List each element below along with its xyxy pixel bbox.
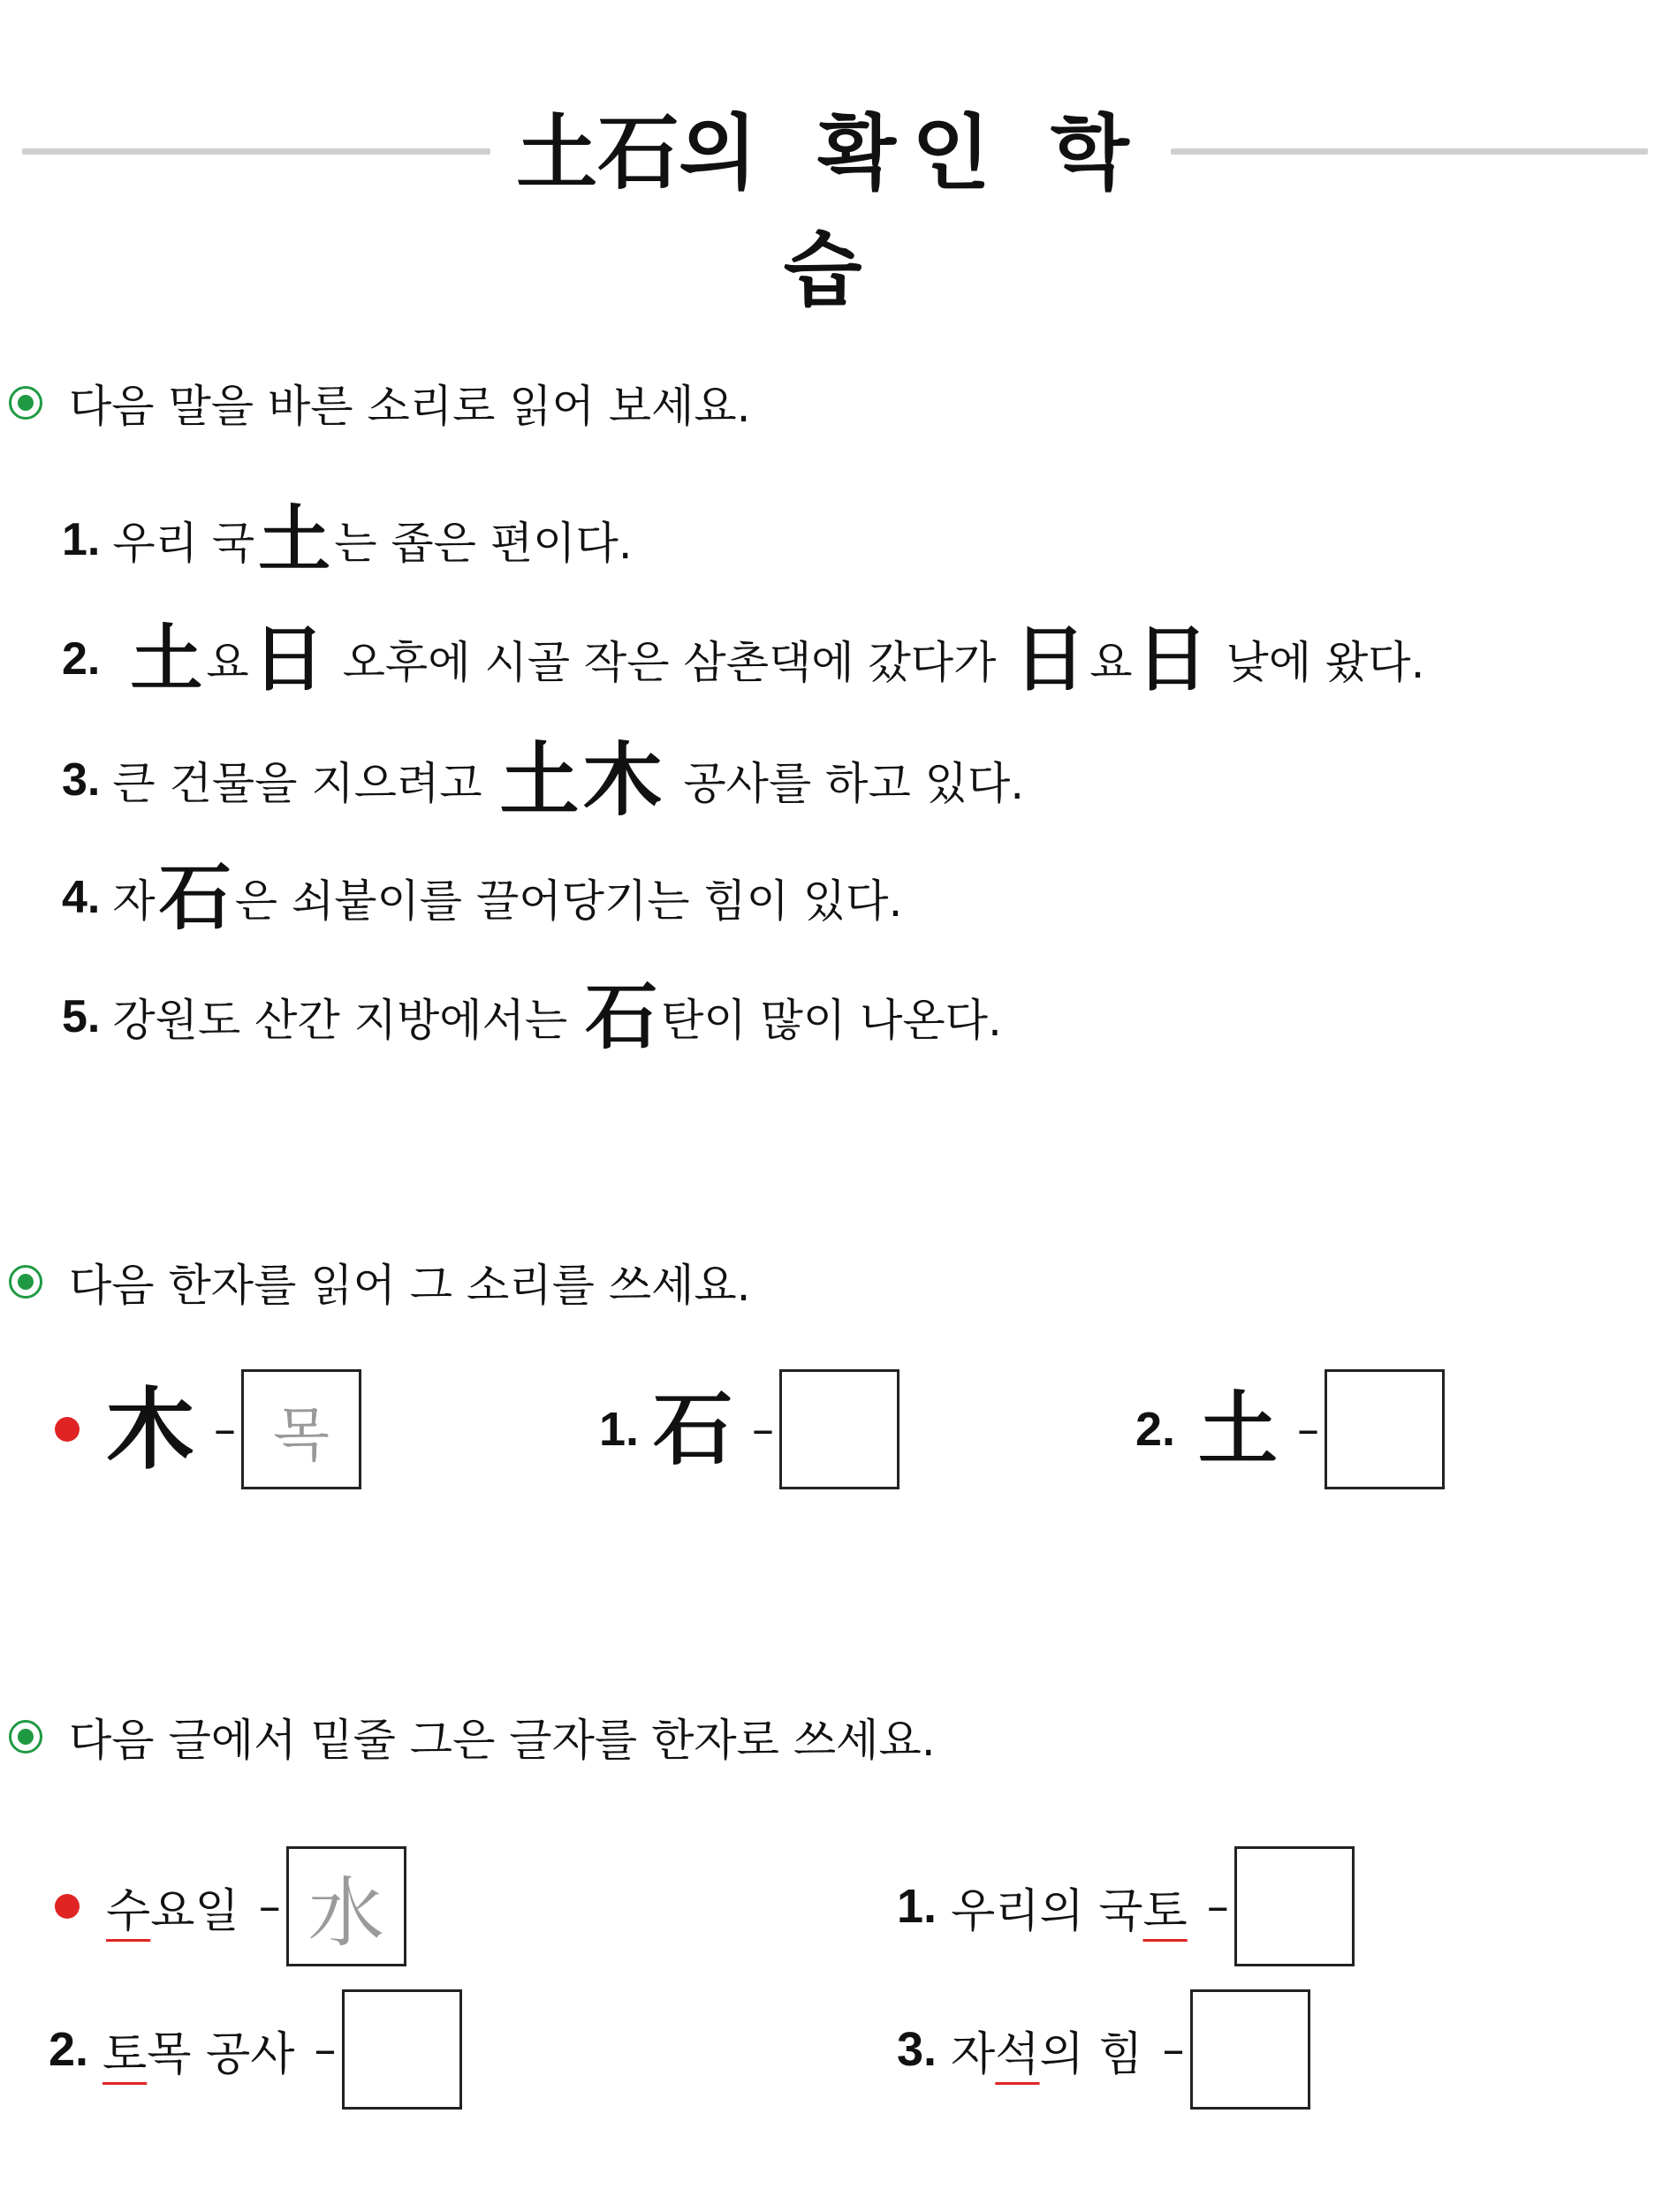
underlined-char: 수 bbox=[106, 1884, 151, 1938]
word-text: 목 공사 bbox=[147, 2027, 295, 2081]
item-hanja: 石 bbox=[653, 1382, 733, 1476]
target-bullet-icon bbox=[9, 386, 42, 420]
section1-instruction: 다음 말을 바른 소리로 읽어 보세요. bbox=[69, 381, 751, 432]
section3-heading bbox=[9, 1705, 936, 1769]
hanja-char: 土 bbox=[258, 497, 331, 582]
sentence-text: 낮에 왔다. bbox=[1211, 637, 1425, 688]
section3-example bbox=[55, 1846, 406, 1966]
section1-heading bbox=[9, 371, 751, 435]
section3-instruction: 다음 글에서 밑줄 그은 글자를 한자로 쓰세요. bbox=[69, 1715, 936, 1766]
underlined-char: 토 bbox=[1142, 1884, 1188, 1938]
dash: – bbox=[258, 1881, 281, 1932]
example-bullet-icon bbox=[55, 1894, 80, 1919]
sentence-text: 공사를 하고 있다. bbox=[669, 758, 1025, 809]
item-number: 3. bbox=[897, 2023, 937, 2076]
word-text: 요일 bbox=[150, 1884, 239, 1938]
dash: – bbox=[1206, 1881, 1229, 1932]
item-number: 2. bbox=[1135, 1403, 1176, 1456]
section2-heading bbox=[9, 1250, 751, 1314]
sentence-text: 은 쇠붙이를 끌어당기는 힘이 있다. bbox=[234, 875, 903, 927]
sentence-4 bbox=[62, 855, 903, 940]
title-hanja: 土石 bbox=[516, 105, 679, 201]
sentence-number: 3. bbox=[62, 754, 101, 806]
underlined-char: 석 bbox=[995, 2027, 1040, 2081]
sentence-2 bbox=[62, 617, 1425, 701]
sentence-5 bbox=[62, 974, 1002, 1059]
sentence-number: 4. bbox=[62, 872, 101, 923]
answer-box[interactable] bbox=[342, 1989, 462, 2110]
hanja-char: 日 bbox=[1135, 617, 1209, 701]
title-text: 의 확인 학습 bbox=[679, 105, 1145, 317]
sentence-text: 요 bbox=[206, 637, 249, 688]
example-hanja: 木 bbox=[106, 1377, 194, 1481]
title-rule-left bbox=[22, 148, 490, 155]
item-number: 1. bbox=[599, 1403, 640, 1456]
section2-item-2 bbox=[1135, 1369, 1445, 1489]
sentence-text: 는 좁은 편이다. bbox=[334, 518, 633, 569]
dash: – bbox=[1162, 2024, 1185, 2075]
underlined-char: 토 bbox=[102, 2027, 148, 2081]
item-number: 2. bbox=[49, 2023, 89, 2076]
answer-box[interactable] bbox=[1190, 1989, 1310, 2110]
section2-instruction: 다음 한자를 읽어 그 소리를 쓰세요. bbox=[69, 1260, 751, 1311]
word-text: 의 힘 bbox=[1039, 2027, 1143, 2081]
example-answer-box: 水 bbox=[286, 1846, 406, 1966]
answer-box[interactable] bbox=[779, 1369, 900, 1489]
section3-item-1 bbox=[897, 1846, 1355, 1966]
section3-item-2 bbox=[49, 1989, 462, 2110]
section2-example bbox=[55, 1369, 361, 1489]
answer-box[interactable] bbox=[1234, 1846, 1355, 1966]
example-answer-box: 목 bbox=[241, 1369, 361, 1489]
sentence-number: 5. bbox=[62, 991, 101, 1042]
item-hanja: 土 bbox=[1198, 1382, 1279, 1476]
title-rule-right bbox=[1171, 148, 1648, 155]
sentence-number: 2. bbox=[62, 633, 101, 685]
sentence-3 bbox=[62, 733, 1025, 827]
sentence-text: 탄이 많이 나온다. bbox=[661, 995, 1002, 1046]
sentence-text: 큰 건물을 지으려고 bbox=[112, 758, 497, 809]
target-bullet-icon bbox=[9, 1265, 42, 1299]
section2-item-1 bbox=[599, 1369, 900, 1489]
dash: – bbox=[214, 1404, 236, 1455]
word-text: 자 bbox=[951, 2027, 996, 2081]
item-number: 1. bbox=[897, 1880, 937, 1933]
section3-item-3 bbox=[897, 1989, 1310, 2110]
sentence-text: 오후에 시골 작은 삼촌댁에 갔다가 bbox=[328, 637, 1011, 688]
hanja-char: 土木 bbox=[499, 733, 666, 827]
hanja-char: 石 bbox=[585, 974, 658, 1059]
target-bullet-icon bbox=[9, 1720, 42, 1754]
sentence-text: 우리 국 bbox=[112, 518, 255, 569]
word-text: 우리의 국 bbox=[951, 1884, 1143, 1938]
hanja-char: 土 bbox=[130, 617, 203, 701]
hanja-char: 日 bbox=[1013, 617, 1087, 701]
sentence-1 bbox=[62, 497, 633, 582]
dash: – bbox=[314, 2024, 337, 2075]
page-title bbox=[495, 88, 1166, 322]
hanja-char: 石 bbox=[158, 855, 232, 940]
hanja-char: 日 bbox=[252, 617, 325, 701]
sentence-text: 요 bbox=[1089, 637, 1133, 688]
sentence-text: 강원도 산간 지방에서는 bbox=[112, 995, 582, 1046]
sentence-text: 자 bbox=[112, 875, 156, 927]
example-bullet-icon bbox=[55, 1417, 80, 1442]
answer-box[interactable] bbox=[1325, 1369, 1445, 1489]
dash: – bbox=[1297, 1404, 1320, 1455]
dash: – bbox=[752, 1404, 775, 1455]
sentence-number: 1. bbox=[62, 514, 101, 565]
